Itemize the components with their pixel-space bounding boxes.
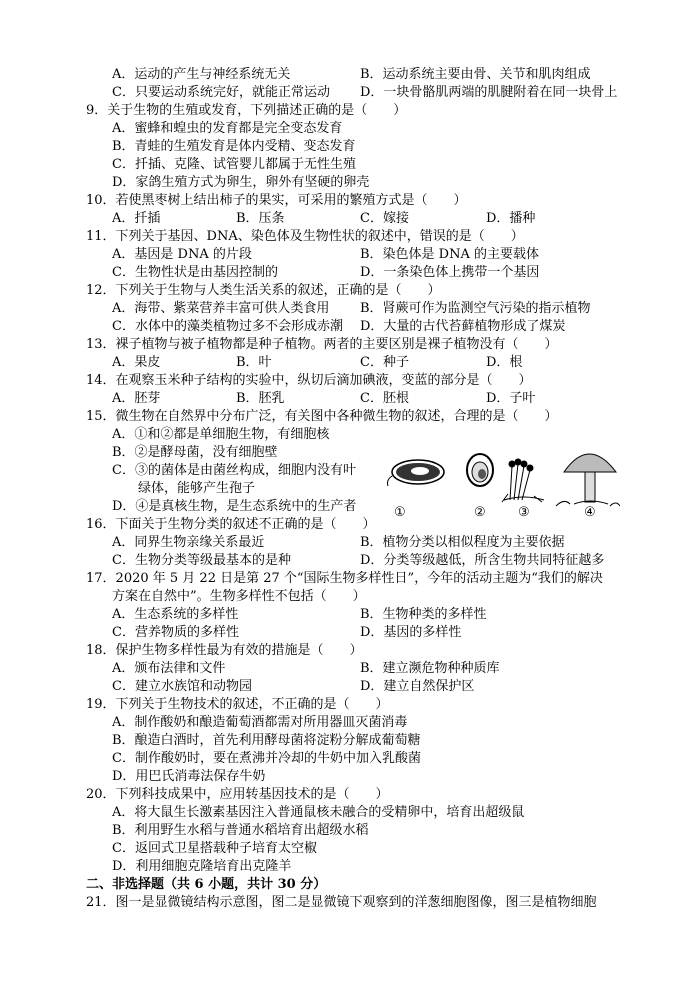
text-line: A．基因是 DNA 的片段 [112,247,252,262]
text-line: B．植物分类以相似程度为主要依据 [360,535,565,550]
text-line: C．胚根 [360,391,409,406]
text-line: D．④是真核生物，是生态系统中的生产者 [112,499,357,514]
text-line: C．建立水族馆和动物园 [112,679,252,694]
text-line: D．大量的古代苔藓植物形成了煤炭 [360,319,566,334]
text-line: D．播种 [486,211,536,226]
figure-label-3: ③ [518,505,530,520]
text-line: B．肾蕨可作为监测空气污染的指示植物 [360,301,591,316]
text-line: C．水体中的藻类植物过多不会形成赤潮 [112,319,343,334]
text-line: 12．下列关于生物与人类生活关系的叙述，正确的是（ ） [86,283,441,298]
text-line: A．同界生物亲缘关系最近 [112,535,265,550]
mushroom-icon [556,454,620,506]
text-line: A．胚芽 [112,391,161,406]
text-line: 19．下列关于生物技术的叙述，不正确的是（ ） [86,697,389,712]
text-line: 二、非选择题（共 6 小题，共计 30 分） [86,877,327,892]
text-line: C．嫁接 [360,211,409,226]
text-line: A．运动的产生与神经系统无关 [112,67,291,82]
yeast-icon [467,454,493,486]
text-line: D．子叶 [486,391,536,406]
text-line: 21．图一是显微镜结构示意图，图二是显微镜下观察到的洋葱细胞图像，图三是植物细胞 [86,895,597,910]
text-line: 10．若使黑枣树上结出柿子的果实，可采用的繁殖方式是（ ） [86,193,467,208]
text-line: A．扦插 [112,211,161,226]
text-line: D．根 [486,355,523,370]
bacterium-icon [388,460,445,486]
text-line: C．扦插、克隆、试管婴儿都属于无性生殖 [112,157,356,172]
text-line: B．②是酵母菌，没有细胞壁 [112,445,278,460]
text-line: 15．微生物在自然界中分布广泛，有关图中各种微生物的叙述，合理的是（ ） [86,409,558,424]
text-line: 9．关于生物的生殖或发育，下列描述正确的是（ ） [86,103,407,118]
text-line: A．生态系统的多样性 [112,607,239,622]
text-line: D．一条染色体上携带一个基因 [360,265,540,280]
text-line: B．建立濒危物种种质库 [360,661,500,676]
microbe-figure [384,436,620,520]
text-line: A．蜜蜂和蝗虫的发育都是完全变态发育 [112,121,343,136]
text-line: 绿体，能够产生孢子 [112,481,256,496]
text-line: D．建立自然保护区 [360,679,475,694]
text-line: B．青蛙的生殖发育是体内受精、变态发育 [112,139,356,154]
text-line: C．生物分类等级最基本的是种 [112,553,291,568]
text-line: D．一块骨骼肌两端的肌腱附着在同一块骨上 [360,85,618,100]
text-line: D．分类等级越低，所含生物共同特征越多 [360,553,605,568]
text-line: 20．下列科技成果中，应用转基因技术的是（ ） [86,787,389,802]
text-line: B．运动系统主要由骨、关节和肌肉组成 [360,67,591,82]
text-line: 方案在自然中”。生物多样性不包括（ ） [112,589,366,604]
text-line: B．叶 [236,355,272,370]
text-line: D．用巴氏消毒法保存牛奶 [112,769,266,784]
text-line: 11．下列关于基因、DNA、染色体及生物性状的叙述中，错误的是（ ） [86,229,524,244]
text-line: D．基因的多样性 [360,625,462,640]
text-line: 18．保护生物多样性最为有效的措施是（ ） [86,643,363,658]
text-line: C．营养物质的多样性 [112,625,239,640]
text-line: C．③的菌体是由菌丝构成，细胞内没有叶 [112,463,356,478]
text-line: D．家鸽生殖方式为卵生，卵外有坚硬的卵壳 [112,175,370,190]
text-line: B．胚乳 [236,391,285,406]
text-line: 13．裸子植物与被子植物都是种子植物。两者的主要区别是裸子植物没有（ ） [86,337,558,352]
mold-icon [502,459,544,502]
text-line: B．利用野生水稻与普通水稻培育出超级水稻 [112,823,369,838]
text-line: A．海带、紫菜营养丰富可供人类食用 [112,301,330,316]
text-line: A．颁布法律和文件 [112,661,226,676]
text-line: C．生物性状是由基因控制的 [112,265,278,280]
text-line: 17．2020 年 5 月 22 日是第 27 个“国际生物多样性日”，今年的活动主题为“我们的解决 [86,571,603,586]
text-line: B．酿造白酒时，首先利用酵母菌将淀粉分解成葡萄糖 [112,733,421,748]
text-line: 14．在观察玉米种子结构的实验中，纵切后滴加碘液，变蓝的部分是（ ） [86,373,532,388]
text-line: A．制作酸奶和酿造葡萄酒都需对所用器皿灭菌消毒 [112,715,408,730]
text-line: A．将大鼠生长激素基因注入普通鼠核未融合的受精卵中，培育出超级鼠 [112,805,525,820]
text-line: C．只要运动系统完好，就能正常运动 [112,85,330,100]
figure-label-2: ② [474,505,486,520]
figure-label-1: ① [394,505,406,520]
text-line: B．压条 [236,211,285,226]
text-line: B．染色体是 DNA 的主要载体 [360,247,540,262]
text-line: D．利用细胞克隆培育出克隆羊 [112,859,292,874]
text-line: B．生物种类的多样性 [360,607,487,622]
text-line: 16．下面关于生物分类的叙述不正确的是（ ） [86,517,376,532]
text-line: C．种子 [360,355,409,370]
text-line: C．返回式卫星搭载种子培育太空椒 [112,841,317,856]
text-line: C．制作酸奶时，要在煮沸并冷却的牛奶中加入乳酸菌 [112,751,421,766]
figure-label-4: ④ [584,505,596,520]
text-line: A．①和②都是单细胞生物，有细胞核 [112,427,330,442]
text-line: A．果皮 [112,355,161,370]
